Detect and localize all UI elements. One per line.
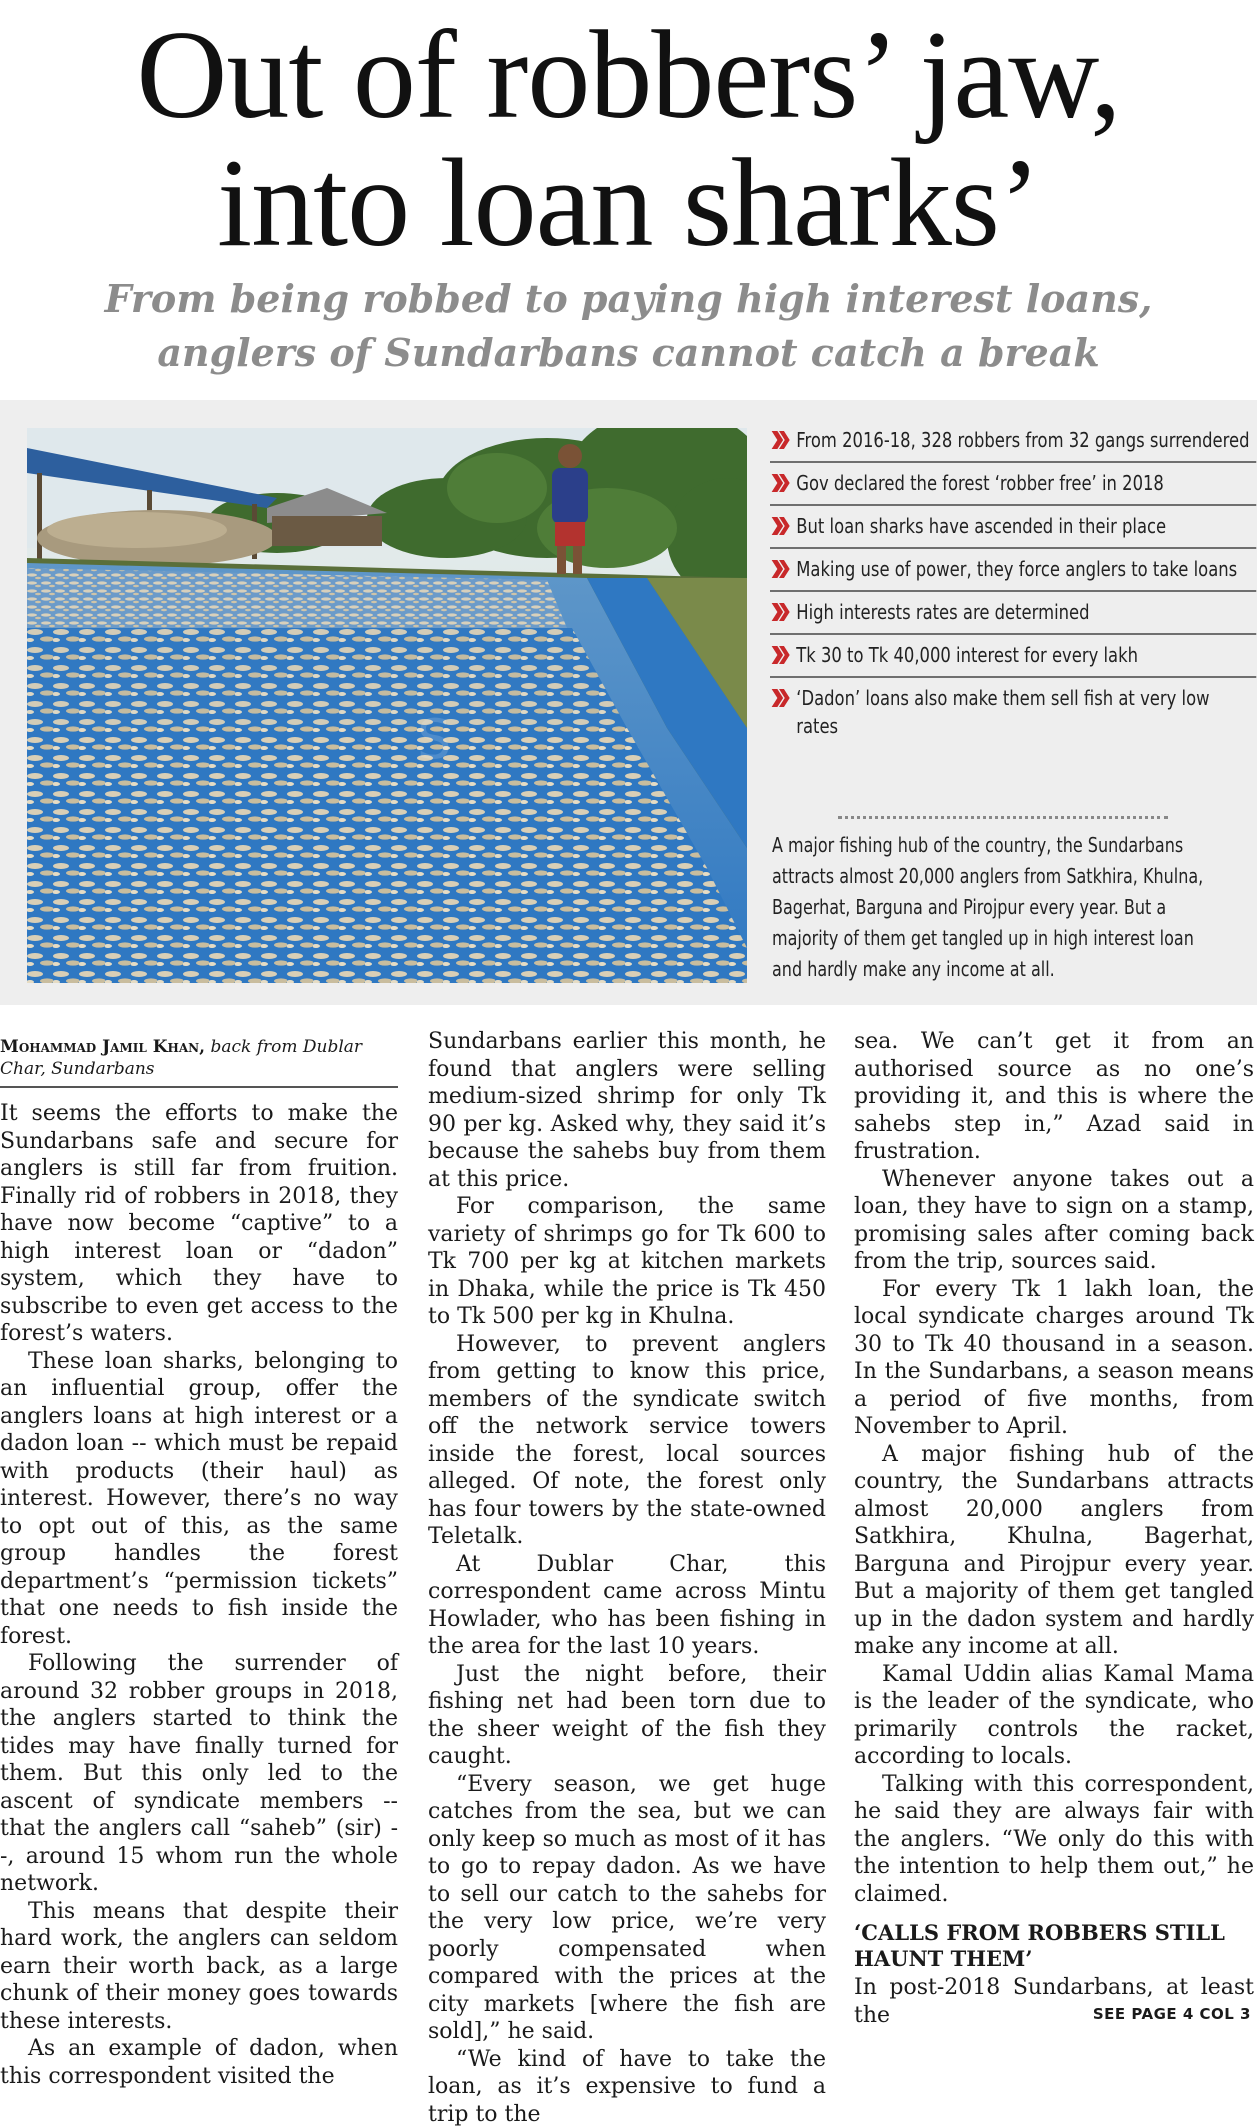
paragraph: Following the surrender of around 32 robber groups in 2018, the anglers started to think the tides may have finally turned for them. But this only led to the ascent of syndicate members -- that the anglers call “saheb” (sir) --, around 15 whom run the whole network. [0, 1650, 398, 1898]
paragraph: For every Tk 1 lakh loan, the local syndicate charges around Tk 30 to Tk 40 thousand in a season. In the Sundarbans, a season means a period of five months, from November to April. [854, 1276, 1254, 1441]
highlights-list [770, 420, 1230, 747]
byline-author: Mohammad Jamil Khan, [0, 1037, 205, 1057]
chevron-right-icon [770, 556, 791, 582]
highlight-text: But loan sharks have ascended in their place [796, 514, 1166, 538]
highlight-text: High interests rates are determined [796, 600, 1089, 624]
paragraph: Talking with this correspondent, he said they are always fair with the anglers. “We only do this with the intention to help them out,” he claimed. [854, 1771, 1254, 1909]
article-column-2 [428, 1028, 826, 2128]
paragraph: In post-2018 Sundarbans, at least the [854, 1974, 1254, 2029]
highlight-text: ‘Dadon’ loans also make them sell fish at very low rates [796, 686, 1209, 738]
paragraph: At Dublar Char, this correspondent came across Mintu Howlader, who has been fishing in the area for the last 10 years. [428, 1551, 826, 1661]
subheadline-line-1: From being robbed to paying high interest loans, [0, 272, 1257, 326]
highlight-text: Gov declared the forest ‘robber free’ in 2018 [796, 471, 1164, 495]
chevron-right-icon [770, 642, 791, 668]
paragraph: Whenever anyone takes out a loan, they have to sign on a stamp, promising sales after coming back from the trip, sources said. [854, 1166, 1254, 1276]
paragraph: “Every season, we get huge catches from the sea, but we can only keep so much as most of it has to go to repay dadon. As we have to sell our catch to the sahebs for the very low price, we’re very poorly compensated when compared with the prices at the city markets [where the fish are sold],” he said. [428, 1771, 826, 2046]
article-column-3 [854, 1028, 1254, 2029]
headline-line-1: Out of robbers’ jaw, [0, 12, 1257, 140]
highlight-item [770, 592, 1256, 635]
subheadline [0, 272, 1257, 380]
subheadline-line-2: anglers of Sundarbans cannot catch a break [0, 326, 1257, 380]
chevron-right-icon [770, 685, 791, 711]
chevron-right-icon [770, 470, 791, 496]
paragraph: A major fishing hub of the country, the Sundarbans attracts almost 20,000 anglers from Satkhira, Khulna, Bagerhat, Barguna and Pirojpur every year. But a majority of them get tangled up in the dadon system and hardly make any income at all. [854, 1441, 1254, 1661]
paragraph: However, to prevent anglers from getting to know this price, members of the syndicate switch off the network service towers inside the forest, local sources alleged. Of note, the forest only has four towers by the state-owned Teletalk. [428, 1331, 826, 1551]
highlight-text: From 2016-18, 328 robbers from 32 gangs surrendered [796, 428, 1249, 452]
svg-text:S: S [417, 708, 451, 771]
highlight-text: Tk 30 to Tk 40,000 interest for every lakh [796, 643, 1138, 667]
paragraph: Kamal Uddin alias Kamal Mama is the leader of the syndicate, who primarily controls the racket, according to locals. [854, 1661, 1254, 1771]
paragraph: These loan sharks, belonging to an influential group, offer the anglers loans at high interest or a dadon loan -- which must be repaid with products (their haul) as interest. However, there’s no way to opt out of this, as the same group handles the forest department’s “permission tickets” that one needs to fish inside the forest. [0, 1348, 398, 1651]
continuation-jump: SEE PAGE 4 COL 3 [1093, 2005, 1251, 2023]
article-column-1 [0, 1036, 398, 2090]
headline-line-2: into loan sharks’ [0, 140, 1257, 268]
section-subheading: ‘CALLS FROM ROBBERS STILL HAUNT THEM’ [854, 1920, 1254, 1972]
dried-fish-photo-illustration [27, 428, 747, 983]
dried-fish-photo [27, 428, 747, 983]
paragraph: sea. We can’t get it from an authorised source as no one’s providing it, and this is where the sahebs step in,” Azad said in frustration. [854, 1028, 1254, 1166]
byline [0, 1036, 398, 1088]
summary-blurb: A major fishing hub of the country, the Sundarbans attracts almost 20,000 anglers from Satkhira, Khulna, Bagerhat, Barguna and Pirojpur every year. But a majority of them get tangled up in high interest loan and hardly make any income at all. [772, 830, 1220, 985]
highlight-item [770, 506, 1256, 549]
highlight-text: Making use of power, they force anglers to take loans [796, 557, 1237, 581]
paragraph: “We kind of have to take the loan, as it’s expensive to fund a trip to the [428, 2046, 826, 2128]
byline-location: back from Dublar Char, Sundarbans [0, 1037, 362, 1079]
paragraph: For comparison, the same variety of shrimps go for Tk 600 to Tk 700 per kg at kitchen markets in Dhaka, while the price is Tk 450 to Tk 500 per kg in Khulna. [428, 1193, 826, 1331]
paragraph: This means that despite their hard work, the anglers can seldom earn their worth back, as a large chunk of their money goes towards these interests. [0, 1898, 398, 2036]
paragraph: Sundarbans earlier this month, he found that anglers were selling medium-sized shrimp for only Tk 90 per kg. Asked why, they said it’s because the sahebs buy from them at this price. [428, 1028, 826, 1193]
chevron-right-icon [770, 599, 791, 625]
paragraph: As an example of dadon, when this correspondent visited the [0, 2035, 398, 2090]
chevron-right-icon [770, 513, 791, 539]
highlight-item [770, 420, 1256, 463]
paragraph: Just the night before, their fishing net had been torn due to the sheer weight of the fish they caught. [428, 1661, 826, 1771]
headline [0, 12, 1257, 268]
highlight-item [770, 678, 1256, 747]
paragraph: It seems the efforts to make the Sundarbans safe and secure for anglers is still far from fruition. Finally rid of robbers in 2018, they have now become “captive” to a high interest loan or “dadon” system, which they have to subscribe to even get access to the forest’s waters. [0, 1100, 398, 1348]
chevron-right-icon [770, 427, 791, 453]
highlight-item [770, 549, 1256, 592]
highlight-item [770, 635, 1256, 678]
highlight-item [770, 463, 1256, 506]
dotted-divider [838, 816, 1168, 819]
